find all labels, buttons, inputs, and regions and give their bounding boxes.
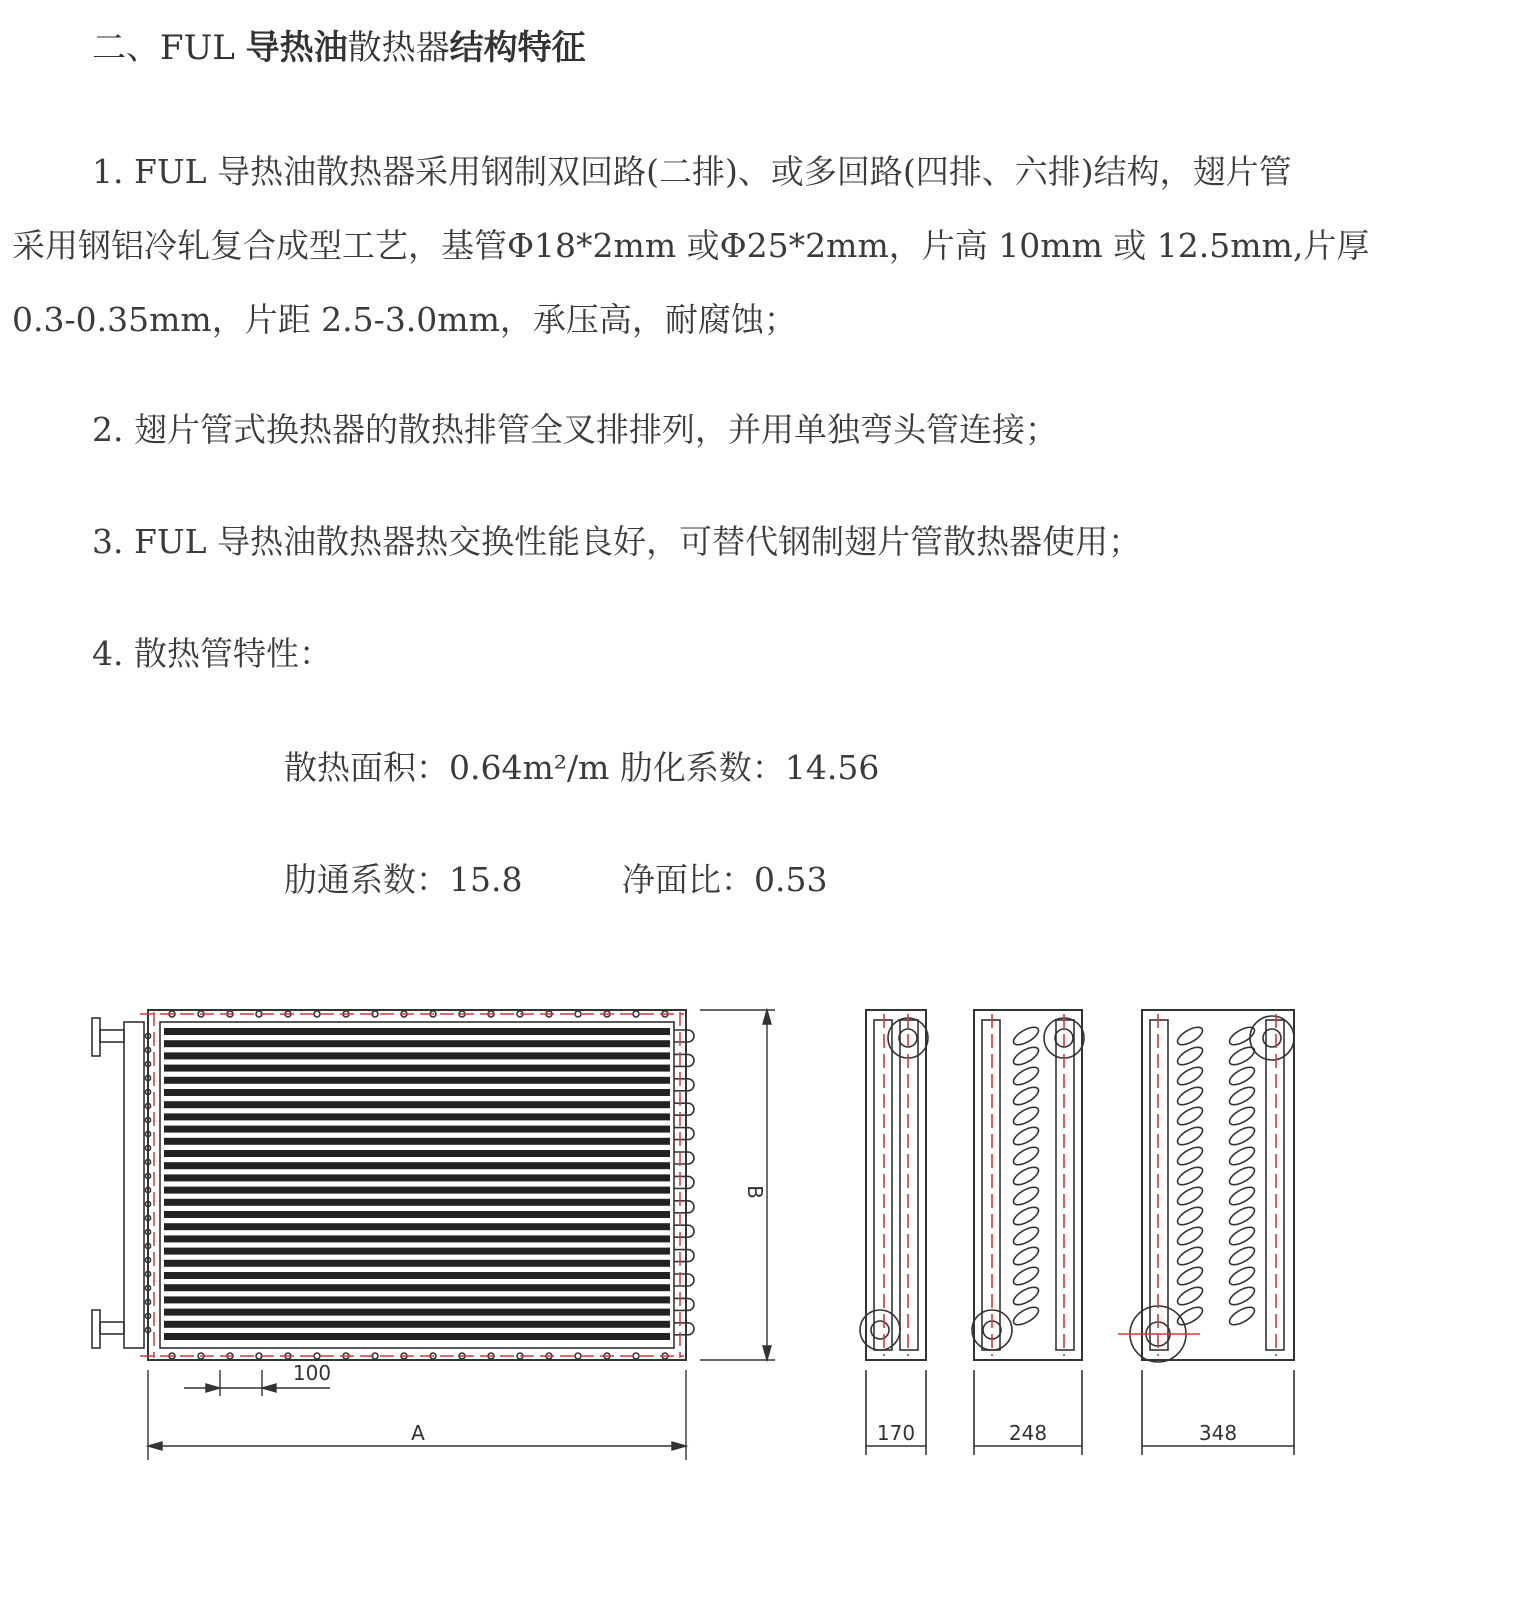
fin-oval <box>1227 1024 1257 1048</box>
heading-bold1: 导热油 <box>245 28 348 68</box>
u-bend <box>674 1298 694 1310</box>
u-bend <box>674 1176 694 1188</box>
fin-oval <box>1175 1264 1205 1288</box>
u-bend <box>674 1201 694 1213</box>
u-bend <box>674 1030 694 1042</box>
fin-oval <box>1227 1124 1257 1148</box>
item-1-line-3: 0.3-0.35mm，片距 2.5-3.0mm，承压高，耐腐蚀； <box>12 300 797 339</box>
tube-row <box>164 1077 670 1084</box>
fin-oval <box>1175 1184 1205 1208</box>
front-frame <box>148 1010 686 1360</box>
heading-normal: 散热器 <box>347 28 450 68</box>
fin-oval <box>1011 1264 1041 1288</box>
tube-row <box>164 1126 670 1133</box>
fin-oval <box>1227 1104 1257 1128</box>
section-heading <box>92 28 586 68</box>
u-bend <box>674 1054 694 1066</box>
tube-rows <box>164 1028 670 1340</box>
tube-row <box>164 1052 670 1059</box>
fin-oval <box>1011 1084 1041 1108</box>
u-bend <box>674 1079 694 1091</box>
tube-row <box>164 1040 670 1047</box>
u-bend <box>674 1250 694 1262</box>
fin-oval <box>1011 1044 1041 1068</box>
fin-oval <box>1011 1064 1041 1088</box>
width-348-label: 348 <box>1198 1421 1238 1445</box>
fin-oval <box>1011 1304 1041 1328</box>
tube-row <box>164 1065 670 1072</box>
tube-row <box>164 1272 670 1279</box>
tube-row <box>164 1223 670 1230</box>
mounting-holes <box>145 1011 668 1359</box>
top-hole <box>314 1011 320 1017</box>
fin-oval <box>1227 1244 1257 1268</box>
fin-oval <box>1011 1104 1041 1128</box>
item-2: 2. 翅片管式换热器的散热排管全叉排排列，并用单独弯头管连接； <box>92 410 1058 449</box>
item-3: 3. FUL 导热油散热器热交换性能良好，可替代钢制翅片管散热器使用； <box>92 522 1142 561</box>
fin-oval <box>1227 1204 1257 1228</box>
fin-oval <box>1011 1284 1041 1308</box>
fin-oval <box>1227 1064 1257 1088</box>
fin-oval <box>1227 1304 1257 1328</box>
tube-row <box>164 1211 670 1218</box>
heading-bold2: 结构特征 <box>449 28 586 68</box>
fin-oval <box>1175 1204 1205 1228</box>
fin-oval <box>1175 1024 1205 1048</box>
fin-oval <box>1227 1144 1257 1168</box>
u-bends <box>674 1030 694 1335</box>
tube-row <box>164 1162 670 1169</box>
tube-row <box>164 1333 670 1340</box>
fin-oval <box>1227 1184 1257 1208</box>
radiator-technical-drawing <box>0 1000 1514 1520</box>
u-bend <box>674 1128 694 1140</box>
fin-ovals-248 <box>1011 1024 1041 1328</box>
fin-oval <box>1011 1164 1041 1188</box>
tube-row <box>164 1089 670 1096</box>
tube-row <box>164 1101 670 1108</box>
front-view <box>92 1010 694 1360</box>
fin-oval <box>1175 1144 1205 1168</box>
fin-oval <box>1175 1064 1205 1088</box>
tube-row <box>164 1150 670 1157</box>
spec-net-area-ratio: 净面比：0.53 <box>622 860 828 899</box>
tube-row <box>164 1138 670 1145</box>
tube-row <box>164 1309 670 1316</box>
u-bend <box>674 1152 694 1164</box>
fin-ovals-348 <box>1175 1024 1257 1328</box>
fin-oval <box>1175 1084 1205 1108</box>
fin-oval <box>1175 1284 1205 1308</box>
fin-oval <box>1011 1184 1041 1208</box>
fin-oval <box>1175 1244 1205 1268</box>
fin-oval <box>1011 1144 1041 1168</box>
fin-oval <box>1011 1224 1041 1248</box>
inlet-flange <box>92 1018 100 1056</box>
fin-oval <box>1011 1204 1041 1228</box>
fin-oval <box>1175 1044 1205 1068</box>
width-248-label: 248 <box>1008 1421 1048 1445</box>
item-1-line-1: 1. FUL 导热油散热器采用钢制双回路(二排)、或多回路(四排、六排)结构，翅片管 <box>92 152 1292 191</box>
tube-row <box>164 1296 670 1303</box>
fin-oval <box>1227 1044 1257 1068</box>
side-view-348 <box>1118 1010 1294 1455</box>
fin-oval <box>1227 1084 1257 1108</box>
tube-row <box>164 1260 670 1267</box>
outlet-flange <box>92 1310 100 1348</box>
dimension-a-label: A <box>411 1421 425 1445</box>
fin-oval <box>1175 1304 1205 1328</box>
u-bend <box>674 1323 694 1335</box>
tube-row <box>164 1284 670 1291</box>
spec-rib-pass-ratio: 肋通系数：15.8 <box>284 860 523 899</box>
fin-oval <box>1227 1284 1257 1308</box>
fin-oval <box>1175 1124 1205 1148</box>
item-1-line-2: 采用钢铝冷轧复合成型工艺，基管Φ18*2mm 或Φ25*2mm，片高 10mm 或 12.5mm,片厚 <box>12 226 1370 265</box>
u-bend <box>674 1103 694 1115</box>
fin-oval <box>1011 1024 1041 1048</box>
tube-row <box>164 1187 670 1194</box>
fin-oval <box>1175 1224 1205 1248</box>
tube-row <box>164 1235 670 1242</box>
tube-row <box>164 1113 670 1120</box>
u-bend <box>674 1225 694 1237</box>
tube-row <box>164 1174 670 1181</box>
item-4: 4. 散热管特性： <box>92 634 332 673</box>
fin-oval <box>1227 1164 1257 1188</box>
fin-oval <box>1011 1244 1041 1268</box>
dimension-b-label: B <box>743 1185 767 1199</box>
heading-prefix: 二、FUL <box>92 28 235 68</box>
fin-pitch-label: 100 <box>292 1361 332 1385</box>
fin-oval <box>1175 1104 1205 1128</box>
side-view-170 <box>860 1010 928 1455</box>
tube-row <box>164 1248 670 1255</box>
width-170-label: 170 <box>876 1421 916 1445</box>
u-bend <box>674 1274 694 1286</box>
bottom-hole <box>314 1353 320 1359</box>
fin-oval <box>1227 1224 1257 1248</box>
fin-oval <box>1227 1264 1257 1288</box>
fin-oval <box>1011 1124 1041 1148</box>
fin-oval <box>1175 1164 1205 1188</box>
side-view-248 <box>972 1010 1084 1455</box>
tube-row <box>164 1321 670 1328</box>
tube-row <box>164 1028 670 1035</box>
spec-row-1: 散热面积：0.64m²/m 肋化系数：14.56 <box>284 748 880 787</box>
tube-row <box>164 1199 670 1206</box>
